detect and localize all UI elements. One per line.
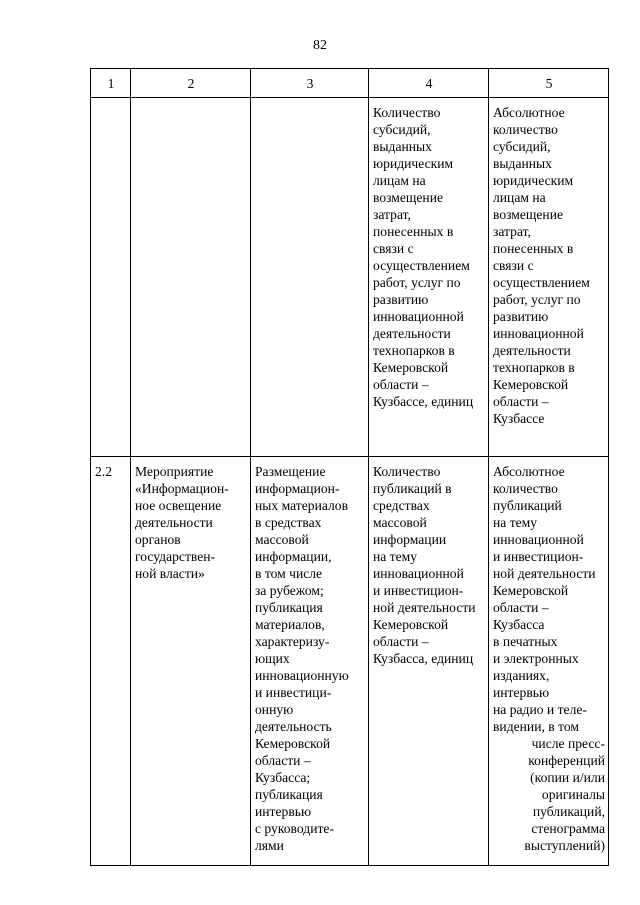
column-number-1: 1 <box>91 69 131 98</box>
indicator-cell: Количество субсидий, выданных юридическим лицам на возмещение затрат, понесенных в связи с осуществлением работ, услуг по развитию инновационной деятельности технопарков в Кемеровской области – Кузбассе, единиц <box>369 98 489 457</box>
table-row <box>91 457 609 866</box>
row-number-cell: 2.2 <box>91 457 131 866</box>
description-cell <box>251 98 369 457</box>
page-number: 82 <box>313 38 327 53</box>
table-row <box>91 98 609 457</box>
absolute-value-text: Абсолютное количество публикаций на тему инновационной и инвестицион- ной деятельности Кемеровской области – Кузбасса в печатных и электронных изданиях, интервью на радио и теле- видении, в том <box>493 464 596 734</box>
column-number-4: 4 <box>369 69 489 98</box>
activity-cell <box>131 98 251 457</box>
column-number-3: 3 <box>251 69 369 98</box>
row-number-cell <box>91 98 131 457</box>
absolute-value-cell <box>489 457 609 866</box>
table-header-row <box>91 69 609 98</box>
activity-cell: Мероприятие «Информацион- ное освещение деятельности органов государствен- ной власти» <box>131 457 251 866</box>
measures-table <box>90 68 609 866</box>
column-number-5: 5 <box>489 69 609 98</box>
column-number-2: 2 <box>131 69 251 98</box>
absolute-value-cell: Абсолютное количество субсидий, выданных юридическим лицам на возмещение затрат, понесенных в связи с осуществлением работ, услуг по развитию инновационной деятельности технопарков в Кемеровской области – Кузбассе <box>489 98 609 457</box>
description-cell: Размещение информацион- ных материалов в средствах массовой информации, в том числе за рубежом; публикация материалов, характеризу- ющих инновационную и инвестици- онную деятельность Кемеровской области – Кузбасса; публикация интервью с руководите- лями <box>251 457 369 866</box>
indicator-cell: Количество публикаций в средствах массовой информации на тему инновационной и инвестицион- ной деятельности Кемеровской области – Кузбасса, единиц <box>369 457 489 866</box>
absolute-value-text-right: числе пресс- конференций (копии и/или оригиналы публикаций, стенограмма выступлений) <box>524 736 605 853</box>
